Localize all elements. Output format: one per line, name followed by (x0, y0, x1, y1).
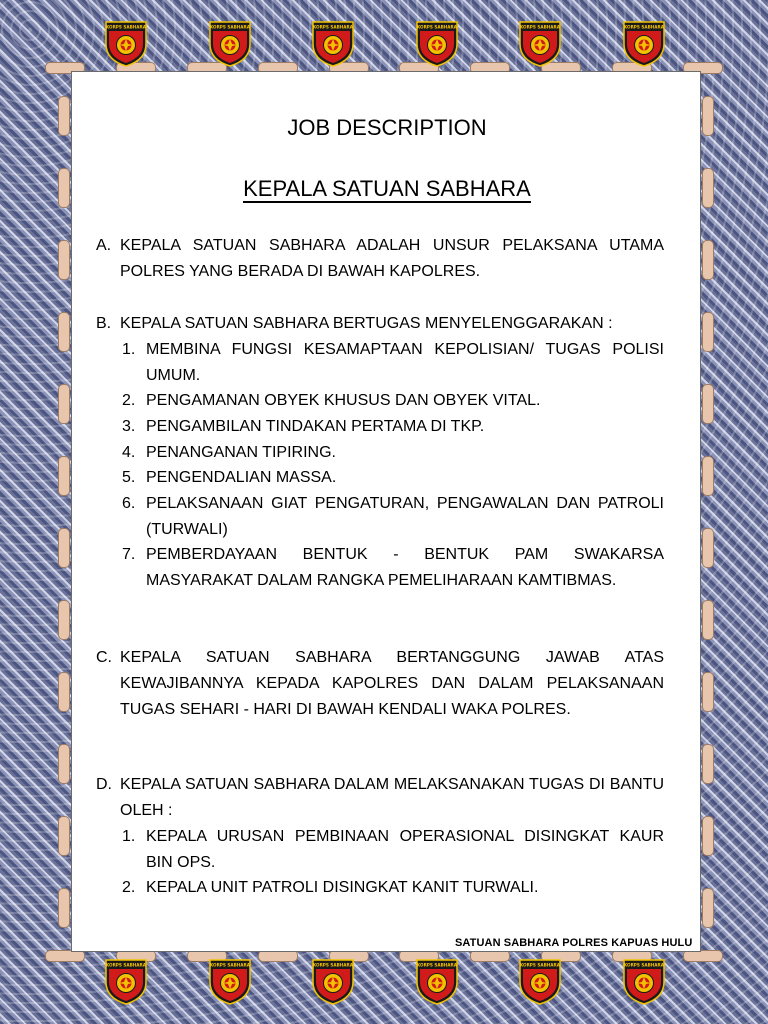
section-text: KEPALA SATUAN SABHARA ADALAH UNSUR PELAKSANA UTAMA POLRES YANG BERADA DI BAWAH KAPOLRES. (120, 237, 664, 280)
korps-sabhara-emblem-icon (618, 14, 670, 68)
korps-sabhara-emblem-icon (100, 952, 152, 1006)
item-number: 1. (122, 341, 136, 358)
item-text: PEMBERDAYAAN BENTUK - BENTUK PAM SWAKARSA MASYARAKAT DALAM RANGKA PEMELIHARAAN KAMTIBMAS. (146, 546, 664, 589)
item-number: 5. (122, 469, 136, 486)
list-item (122, 414, 664, 440)
list-item (122, 465, 664, 491)
item-number: 6. (122, 495, 136, 512)
border-knots-left (58, 80, 68, 944)
emblem-label: KORPS SABHARA (520, 24, 561, 30)
korps-sabhara-emblem-icon (514, 14, 566, 68)
item-text: PENGAMBILAN TINDAKAN PERTAMA DI TKP. (146, 418, 485, 435)
list-item (122, 388, 664, 414)
section-letter: A. (96, 237, 112, 254)
korps-sabhara-emblem-icon (307, 952, 359, 1006)
knot-ornament (58, 528, 70, 568)
korps-sabhara-emblem-icon (618, 952, 670, 1006)
emblem-label: KORPS SABHARA (105, 24, 147, 30)
section-a (96, 233, 664, 285)
knot-ornament (702, 744, 714, 784)
emblem-label: KORPS SABHARA (313, 24, 354, 30)
section-letter: D. (96, 776, 112, 793)
section-text: KEPALA SATUAN SABHARA BERTUGAS MENYELENGGARAKAN : (120, 315, 613, 332)
section-d (96, 772, 664, 824)
emblem-label: KORPS SABHARA (623, 24, 664, 30)
item-number: 2. (122, 879, 136, 896)
korps-sabhara-emblem-icon (411, 952, 463, 1006)
knot-ornament (702, 312, 714, 352)
document-page (71, 71, 701, 952)
list-item (122, 875, 664, 901)
item-text: MEMBINA FUNGSI KESAMAPTAAN KEPOLISIAN/ TUGAS POLISI UMUM. (146, 341, 664, 384)
section-text: KEPALA SATUAN SABHARA DALAM MELAKSANAKAN TUGAS DI BANTU OLEH : (120, 776, 664, 819)
knot-ornament (58, 312, 70, 352)
knot-ornament (58, 888, 70, 928)
item-number: 4. (122, 444, 136, 461)
knot-ornament (702, 384, 714, 424)
korps-sabhara-emblem-icon (514, 952, 566, 1006)
emblem-label: KORPS SABHARA (105, 962, 147, 968)
knot-ornament (58, 456, 70, 496)
document-title: JOB DESCRIPTION (287, 115, 487, 140)
knot-ornament (58, 240, 70, 280)
knot-ornament (702, 168, 714, 208)
badge-row-bottom (100, 952, 670, 1006)
list-item (122, 337, 664, 389)
knot-ornament (702, 816, 714, 856)
korps-sabhara-emblem-icon (204, 952, 256, 1006)
item-number: 1. (122, 828, 136, 845)
emblem-label: KORPS SABHARA (520, 962, 561, 968)
korps-sabhara-emblem-icon (204, 14, 256, 68)
document-subtitle (72, 175, 702, 203)
item-text: PENGENDALIAN MASSA. (146, 469, 337, 486)
list-item (122, 542, 664, 594)
item-text: KEPALA UNIT PATROLI DISINGKAT KANIT TURWALI. (146, 879, 539, 896)
knot-ornament (702, 600, 714, 640)
section-c (96, 645, 664, 722)
item-number: 3. (122, 418, 136, 435)
knot-ornament (58, 744, 70, 784)
item-text: PENGAMANAN OBYEK KHUSUS DAN OBYEK VITAL. (146, 392, 541, 409)
section-letter: C. (96, 649, 112, 666)
korps-sabhara-emblem-icon (411, 14, 463, 68)
korps-sabhara-emblem-icon (307, 14, 359, 68)
section-b (96, 311, 664, 337)
knot-ornament (58, 96, 70, 136)
knot-ornament (702, 456, 714, 496)
item-number: 7. (122, 546, 136, 563)
emblem-label: KORPS SABHARA (416, 962, 457, 968)
list-item (122, 824, 664, 876)
item-text: PENANGANAN TIPIRING. (146, 444, 336, 461)
knot-ornament (702, 528, 714, 568)
emblem-label: KORPS SABHARA (209, 962, 250, 968)
knot-ornament (702, 672, 714, 712)
emblem-label: KORPS SABHARA (416, 24, 457, 30)
list-item (122, 491, 664, 543)
korps-sabhara-emblem-icon (100, 14, 152, 68)
knot-ornament (702, 96, 714, 136)
knot-ornament (58, 600, 70, 640)
knot-ornament (702, 888, 714, 928)
badge-row-top (100, 14, 670, 68)
emblem-label: KORPS SABHARA (209, 24, 250, 30)
item-text: KEPALA URUSAN PEMBINAAN OPERASIONAL DISINGKAT KAUR BIN OPS. (146, 828, 664, 871)
border-knots-right (702, 80, 712, 944)
emblem-label: KORPS SABHARA (313, 962, 354, 968)
footer-text: SATUAN SABHARA POLRES KAPUAS HULU (455, 937, 695, 949)
item-text: PELAKSANAAN GIAT PENGATURAN, PENGAWALAN DAN PATROLI (TURWALI) (146, 495, 664, 538)
subtitle-text: KEPALA SATUAN SABHARA (243, 176, 531, 201)
knot-ornament (58, 384, 70, 424)
knot-ornament (702, 240, 714, 280)
item-number: 2. (122, 392, 136, 409)
emblem-label: KORPS SABHARA (623, 962, 664, 968)
knot-ornament (58, 672, 70, 712)
section-letter: B. (96, 315, 112, 332)
list-item (122, 440, 664, 466)
knot-ornament (58, 168, 70, 208)
knot-ornament (58, 816, 70, 856)
section-text: KEPALA SATUAN SABHARA BERTANGGUNG JAWAB ATAS KEWAJIBANNYA KEPADA KAPOLRES DAN DALAM PELAKSANAAN TUGAS SEHARI - HARI DI BAWAH KENDALI WAKA POLRES. (120, 649, 664, 718)
